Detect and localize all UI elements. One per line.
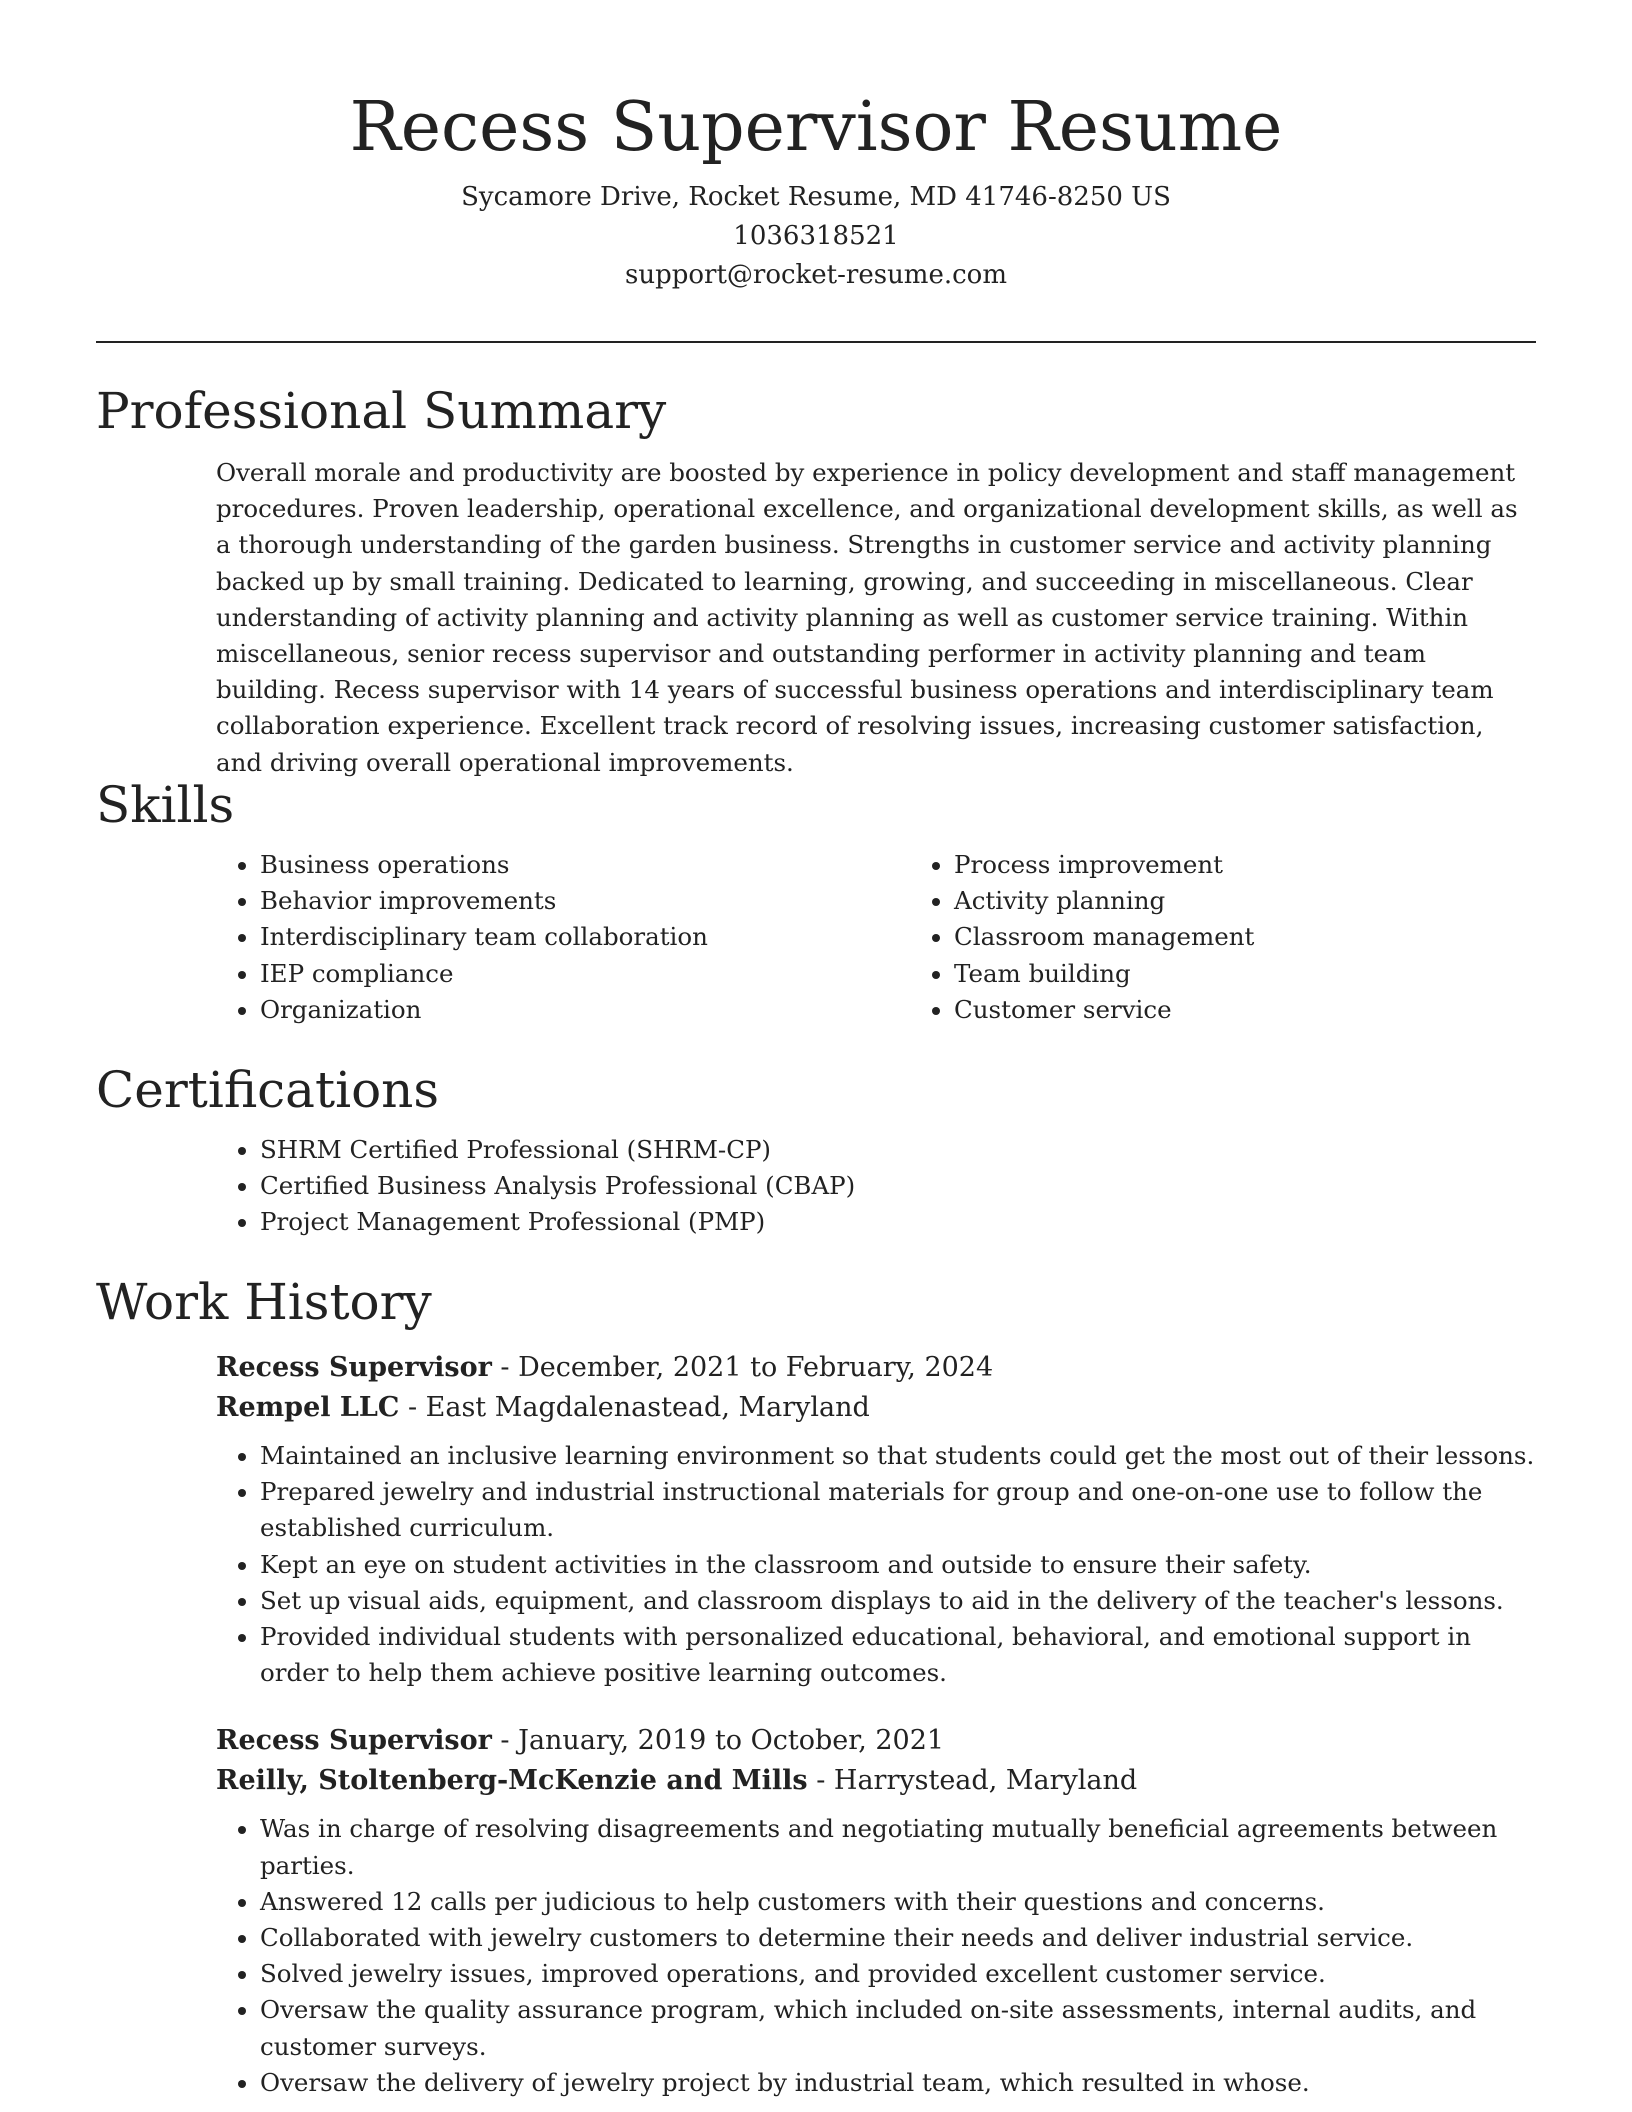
- skills-title: Skills: [96, 776, 235, 834]
- job-dates: - December, 2021 to February, 2024: [491, 1352, 994, 1383]
- job-company-line: [216, 1388, 1536, 1428]
- skill-item: • IEP compliance: [260, 956, 910, 992]
- skill-item: • Behavior improvements: [260, 883, 910, 919]
- header-divider: [96, 341, 1536, 343]
- summary-section: [96, 381, 1536, 781]
- job-bullet: • Oversaw the quality assurance program, which included on-site assessments, internal audits, and customer surveys.: [260, 1992, 1536, 2064]
- skill-item: • Organization: [260, 992, 910, 1028]
- skill-item: • Customer service: [954, 992, 1254, 1028]
- job-bullet: • Maintained an inclusive learning environment so that students could get the most out of their lessons.: [260, 1438, 1536, 1474]
- email: support@rocket-resume.com: [624, 260, 1007, 290]
- resume-header: [96, 78, 1536, 295]
- skills-lists: [96, 847, 1536, 1028]
- skill-item: • Interdisciplinary team collaboration: [260, 919, 910, 955]
- job-entry: [216, 1721, 1536, 2101]
- job-bullet: • Prepared jewelry and industrial instructional materials for group and one-on-one use to follow the established curriculum.: [260, 1474, 1536, 1546]
- job-bullet: • Collaborated with jewelry customers to determine their needs and deliver industrial service.: [260, 1920, 1536, 1956]
- work-history-title: Work History: [96, 1273, 432, 1331]
- skill-item: • Business operations: [260, 847, 910, 883]
- certifications-title: Certifications: [96, 1061, 440, 1119]
- certification-item: • Certified Business Analysis Professional (CBAP): [260, 1168, 1536, 1204]
- certification-item: • SHRM Certified Professional (SHRM-CP): [260, 1132, 1536, 1168]
- job-entry: [216, 1348, 1536, 1691]
- skill-item: • Activity planning: [954, 883, 1254, 919]
- phone: 1036318521: [733, 221, 899, 251]
- address: Sycamore Drive, Rocket Resume, MD 41746-8250 US: [461, 182, 1171, 212]
- resume-title: Recess Supervisor Resume: [349, 88, 1283, 167]
- certifications-section: [96, 1060, 1536, 1241]
- job-title-line: [216, 1348, 1536, 1388]
- job-company: Reilly, Stoltenberg-McKenzie and Mills: [216, 1765, 808, 1797]
- summary-title: Professional Summary: [96, 382, 667, 440]
- job-role: Recess Supervisor: [216, 1352, 492, 1383]
- skills-section: [96, 775, 1536, 1028]
- job-bullet: • Kept an eye on student activities in the classroom and outside to ensure their safety.: [260, 1547, 1536, 1583]
- job-bullet: • Set up visual aids, equipment, and classroom displays to aid in the delivery of the teacher's lessons.: [260, 1583, 1536, 1619]
- skills-list-1: [96, 847, 910, 1028]
- job-location: - East Magdalenastead, Maryland: [399, 1392, 870, 1423]
- work-history-section: [96, 1272, 1536, 2101]
- job-bullet: • Provided individual students with personalized educational, behavioral, and emotional support in order to help them achieve positive learning outcomes.: [260, 1619, 1536, 1691]
- skill-item: • Classroom management: [954, 919, 1254, 955]
- job-bullets: [216, 1811, 1536, 2101]
- job-bullet: • Was in charge of resolving disagreements and negotiating mutually beneficial agreements between parties.: [260, 1811, 1536, 1883]
- job-bullet: • Solved jewelry issues, improved operations, and provided excellent customer service.: [260, 1956, 1536, 1992]
- certifications-list: [96, 1132, 1536, 1241]
- certification-item: • Project Management Professional (PMP): [260, 1204, 1536, 1240]
- job-title-line: [216, 1721, 1536, 1761]
- job-dates: - January, 2019 to October, 2021: [491, 1725, 945, 1757]
- job-company: Rempel LLC: [216, 1392, 400, 1423]
- job-bullet: • Oversaw the delivery of jewelry project by industrial team, which resulted in whose.: [260, 2065, 1536, 2101]
- skills-list-2: [910, 847, 1254, 1028]
- job-role: Recess Supervisor: [216, 1725, 492, 1757]
- job-bullets: [216, 1438, 1536, 1691]
- skill-item: • Process improvement: [954, 847, 1254, 883]
- job-bullet: • Answered 12 calls per judicious to help customers with their questions and concerns.: [260, 1884, 1536, 1920]
- job-location: - Harrystead, Maryland: [807, 1765, 1138, 1797]
- summary-text: Overall morale and productivity are boosted by experience in policy development and staff management procedures. Proven leadership, operational excellence, and organizational development skills, as well as a thorough understanding of the garden business. Strengths in customer service and activity planning backed up by small training. Dedicated to learning, growing, and succeeding in miscellaneous. Clear understanding of activity planning and activity planning as well as customer service training. Within miscellaneous, senior recess supervisor and outstanding performer in activity planning and team building. Recess supervisor with 14 years of successful business operations and interdisciplinary team collaboration experience. Excellent track record of resolving issues, increasing customer satisfaction, and driving overall operational improvements.: [216, 458, 1518, 777]
- skill-item: • Team building: [954, 956, 1254, 992]
- job-company-line: [216, 1761, 1536, 1801]
